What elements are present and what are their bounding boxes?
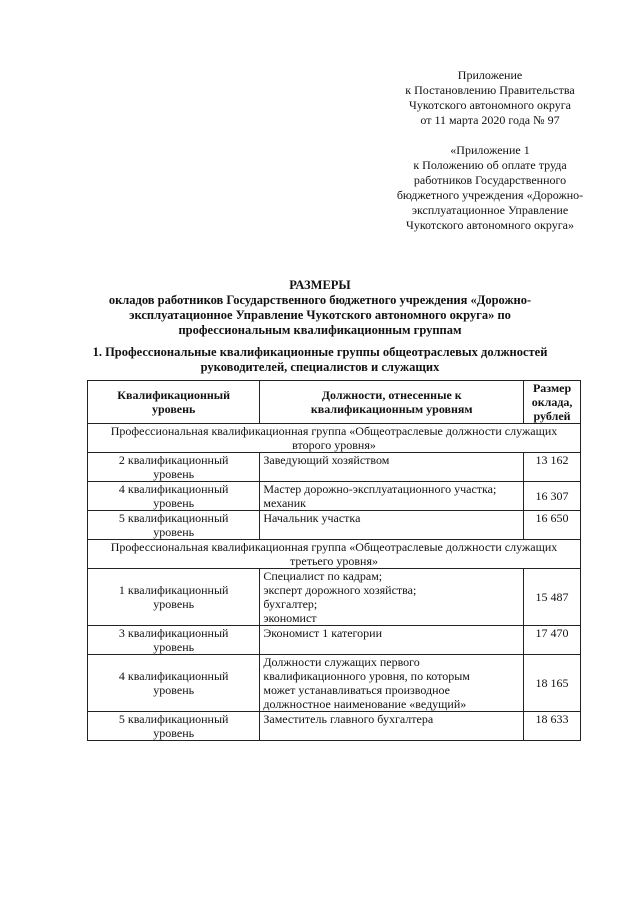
level-cell: 4 квалификационный уровень (88, 482, 260, 511)
positions-cell: Должности служащих первого квалификационного уровня, по которым может устанавливаться производное должностное наименование «ведущий» (260, 655, 524, 712)
table-row (88, 712, 581, 741)
appendix-line: Чукотского автономного округа (409, 98, 571, 112)
positions-cell: Специалист по кадрам; эксперт дорожного хозяйства; бухгалтер; экономист (260, 569, 524, 626)
positions-cell: Начальник участка (260, 511, 524, 540)
appendix-line: от 11 марта 2020 года № 97 (420, 113, 560, 127)
table-row (88, 511, 581, 540)
salary-cell: 15 487 (524, 569, 581, 626)
group-title-row (88, 540, 581, 569)
document-title (70, 278, 570, 338)
table-row (88, 453, 581, 482)
section-heading-line: 1. Профессиональные квалификационные группы общеотраслевых должностей (92, 345, 548, 359)
group-title: Профессиональная квалификационная группа «Общеотраслевые должности служащих третьего уровня» (88, 540, 581, 569)
appendix-line: «Приложение 1 (450, 143, 530, 157)
table-row (88, 482, 581, 511)
salary-cell: 18 165 (524, 655, 581, 712)
positions-cell: Экономист 1 категории (260, 626, 524, 655)
table-row (88, 655, 581, 712)
title-line: профессиональным квалификационным группам (178, 323, 462, 337)
appendix-sub-reference (380, 143, 600, 233)
level-cell: 3 квалификационный уровень (88, 626, 260, 655)
positions-cell: Заведующий хозяйством (260, 453, 524, 482)
positions-cell: Мастер дорожно-эксплуатационного участка; механик (260, 482, 524, 511)
table-header-row (88, 381, 581, 424)
header-positions: Должности, отнесенные к квалификационным уровням (260, 381, 524, 424)
appendix-line: эксплуатационное Управление (411, 203, 569, 217)
appendix-line: бюджетного учреждения «Дорожно- (396, 188, 584, 202)
salary-table (87, 380, 581, 741)
salary-cell: 13 162 (524, 453, 581, 482)
section-heading-line: руководителей, специалистов и служащих (200, 360, 440, 374)
header-salary: Размер оклада, рублей (524, 381, 581, 424)
table-row (88, 626, 581, 655)
level-cell: 5 квалификационный уровень (88, 712, 260, 741)
section-heading (70, 345, 570, 375)
title-line: РАЗМЕРЫ (289, 278, 351, 292)
salary-cell: 16 650 (524, 511, 581, 540)
level-cell: 4 квалификационный уровень (88, 655, 260, 712)
appendix-main-reference (380, 68, 600, 128)
header-level: Квалификационный уровень (88, 381, 260, 424)
title-line: эксплуатационное Управление Чукотского автономного округа» по (129, 308, 511, 322)
level-cell: 5 квалификационный уровень (88, 511, 260, 540)
title-line: окладов работников Государственного бюджетного учреждения «Дорожно- (108, 293, 532, 307)
appendix-line: Приложение (457, 68, 523, 82)
appendix-line: Чукотского автономного округа» (406, 218, 574, 232)
group-title-row (88, 424, 581, 453)
appendix-line: работников Государственного (413, 173, 567, 187)
table-row (88, 569, 581, 626)
level-cell: 2 квалификационный уровень (88, 453, 260, 482)
appendix-line: к Постановлению Правительства (405, 83, 575, 97)
level-cell: 1 квалификационный уровень (88, 569, 260, 626)
salary-cell: 17 470 (524, 626, 581, 655)
salary-cell: 18 633 (524, 712, 581, 741)
positions-cell: Заместитель главного бухгалтера (260, 712, 524, 741)
salary-cell: 16 307 (524, 482, 581, 511)
appendix-line: к Положению об оплате труда (413, 158, 567, 172)
group-title: Профессиональная квалификационная группа «Общеотраслевые должности служащих второго уровня» (88, 424, 581, 453)
